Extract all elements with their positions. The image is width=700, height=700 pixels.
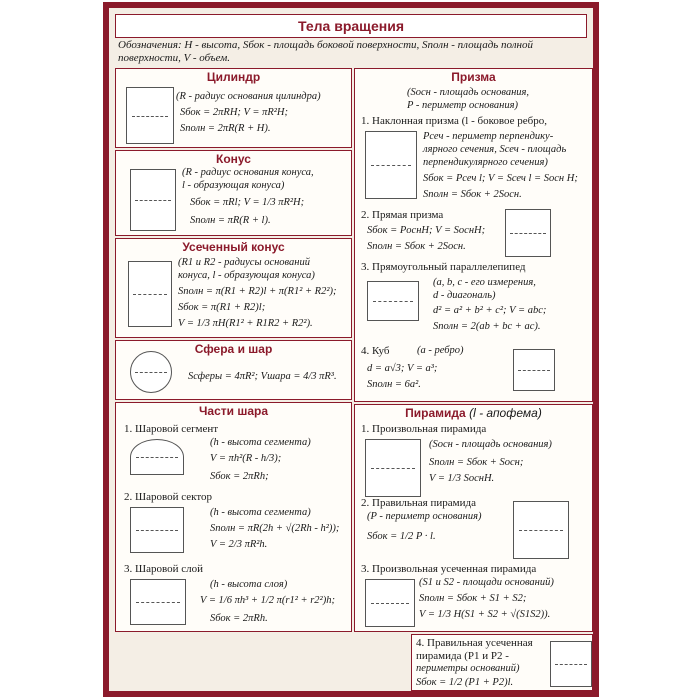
- formula: Sсферы = 4πR²; Vшара = 4/3 πR³.: [188, 371, 337, 382]
- note: d - диагональ): [433, 290, 496, 301]
- formula: Sполн = Sбок + 2Sосн.: [367, 241, 466, 252]
- subsection-title: 1. Шаровой сегмент: [124, 423, 219, 435]
- section-frustum: [115, 238, 352, 338]
- note: (Sосн - площадь основания): [429, 439, 552, 450]
- section-header: Конус: [216, 152, 251, 166]
- note: (a, b, c - его измерения,: [433, 277, 536, 288]
- subsection-title: 3. Шаровой слой: [124, 563, 203, 575]
- formula: Sбок = πRl; V = 1/3 πR²H;: [190, 197, 305, 208]
- note: лярного сечения, Sсеч - площадь: [423, 144, 567, 155]
- page-title: Тела вращения: [115, 14, 587, 38]
- oblique-prism-figure: [365, 131, 417, 199]
- section-sphere: [115, 340, 352, 400]
- note: (h - высота сегмента): [210, 437, 311, 448]
- section-header: Призма: [451, 70, 496, 84]
- formula: Sполн = 6a².: [367, 379, 421, 390]
- pyramid-figure: [365, 439, 421, 497]
- sector-figure: [130, 507, 184, 553]
- section-regular-truncated-pyramid: [411, 634, 593, 691]
- layer-figure: [130, 579, 186, 625]
- formula: V = 1/3 SоснH.: [429, 473, 495, 484]
- section-header: Усеченный конус: [182, 240, 285, 254]
- formula: Sполн = 2πR(R + H).: [180, 123, 271, 134]
- formula: Sбок = 2πRh.: [210, 613, 268, 624]
- cuboid-figure: [367, 281, 419, 321]
- note: (h - высота слоя): [210, 579, 288, 590]
- header-note: (l - апофема): [469, 406, 542, 420]
- formula: Sбок = Pсеч l; V = Sсеч l = Sосн H;: [423, 173, 578, 184]
- formula: Sбок = 1/2 (P1 + P2)l.: [416, 677, 514, 688]
- formula: Sполн = πR(2h + √(2Rh - h²));: [210, 523, 340, 534]
- formula: V = πh²(R - h/3);: [210, 453, 282, 464]
- note: Pсеч - периметр перпендику-: [423, 131, 554, 142]
- formula: Sбок = π(R1 + R2)l;: [178, 302, 266, 313]
- section-header: Пирамида (l - апофема): [405, 406, 542, 420]
- section-ball-parts: [115, 402, 352, 632]
- frustum-figure: [128, 261, 172, 327]
- note: (R1 и R2 - радиусы оснований: [178, 257, 311, 268]
- formula: Sполн = Sбок + Sосн;: [429, 457, 524, 468]
- subsection-title: 4. Правильная усеченная: [416, 637, 533, 649]
- formula: V = 1/3 πH(R1² + R1R2 + R2²).: [178, 318, 313, 329]
- segment-figure: [130, 439, 184, 475]
- formula: V = 2/3 πR²h.: [210, 539, 268, 550]
- formula: V = 1/3 H(S1 + S2 + √(S1S2)).: [419, 609, 551, 620]
- formula: d² = a² + b² + c²; V = abc;: [433, 305, 547, 316]
- formula: Sбок = 2πRH; V = πR²H;: [180, 107, 288, 118]
- note: l - образующая конуса): [182, 180, 285, 191]
- subsection-title: 4. Куб: [361, 345, 390, 357]
- section-pyramid: [354, 404, 593, 632]
- section-prism: [354, 68, 593, 402]
- subsection-title: 3. Произвольная усеченная пирамида: [361, 563, 537, 575]
- formula: Sполн = Sбок + 2Sосн.: [423, 189, 522, 200]
- right-prism-figure: [505, 209, 551, 257]
- sphere-figure: [130, 351, 172, 393]
- subsection-title: 1. Произвольная пирамида: [361, 423, 487, 435]
- section-cone: [115, 150, 352, 236]
- note: (a - ребро): [417, 345, 464, 356]
- cube-figure: [513, 349, 555, 391]
- note: (h - высота сегмента): [210, 507, 311, 518]
- section-cylinder: [115, 68, 352, 148]
- note: (Sосн - площадь основания,: [407, 87, 530, 98]
- formula: Sбок = PоснH; V = SоснH;: [367, 225, 486, 236]
- formula: Sполн = π(R1 + R2)l + π(R1² + R2²);: [178, 286, 337, 297]
- subsection-title: пирамида (P1 и P2 -: [416, 650, 509, 662]
- truncated-pyramid-figure: [365, 579, 415, 627]
- section-header: Цилиндр: [206, 70, 261, 84]
- subsection-title: 1. Наклонная призма (l - боковое ребро,: [361, 115, 547, 127]
- formula: Sбок = 1/2 P · l.: [367, 531, 436, 542]
- subsection-title: 2. Прямая призма: [361, 209, 444, 221]
- section-header: Сфера и шар: [194, 342, 273, 356]
- note: (R - радиус основания конуса,: [182, 167, 314, 178]
- cylinder-figure: [126, 87, 174, 144]
- subsection-title: 3. Прямоугольный параллелепипед: [361, 261, 526, 273]
- formula: Sбок = 2πRh;: [210, 471, 269, 482]
- formula: Sполн = Sбок + S1 + S2;: [419, 593, 527, 604]
- note: (P - периметр основания): [367, 511, 482, 522]
- cone-figure: [130, 169, 176, 231]
- formula: Sполн = πR(R + l).: [190, 215, 271, 226]
- formula: d = a√3; V = a³;: [367, 363, 438, 374]
- subsection-title: 2. Шаровой сектор: [124, 491, 212, 503]
- section-header: Части шара: [198, 404, 269, 418]
- formula: V = 1/6 πh³ + 1/2 π(r1² + r2²)h;: [200, 595, 335, 606]
- note: конуса, l - образующая конуса): [178, 270, 315, 281]
- note: перпендикулярного сечения): [423, 157, 548, 168]
- subsection-title: 2. Правильная пирамида: [361, 497, 476, 509]
- note: P - периметр основания): [407, 100, 519, 111]
- formula: Sполн = 2(ab + bc + ac).: [433, 321, 541, 332]
- poster: [103, 2, 599, 697]
- note: периметры оснований): [416, 663, 520, 674]
- regular-truncated-pyramid-figure: [550, 641, 592, 687]
- note: (R - радиус основания цилиндра): [176, 91, 321, 102]
- legend: Обозначения: H - высота, Sбок - площадь боковой поверхности, Sполн - площадь полной поверхности, V - объем.: [118, 39, 533, 64]
- note: (S1 и S2 - площади оснований): [419, 577, 554, 588]
- regular-pyramid-figure: [513, 501, 569, 559]
